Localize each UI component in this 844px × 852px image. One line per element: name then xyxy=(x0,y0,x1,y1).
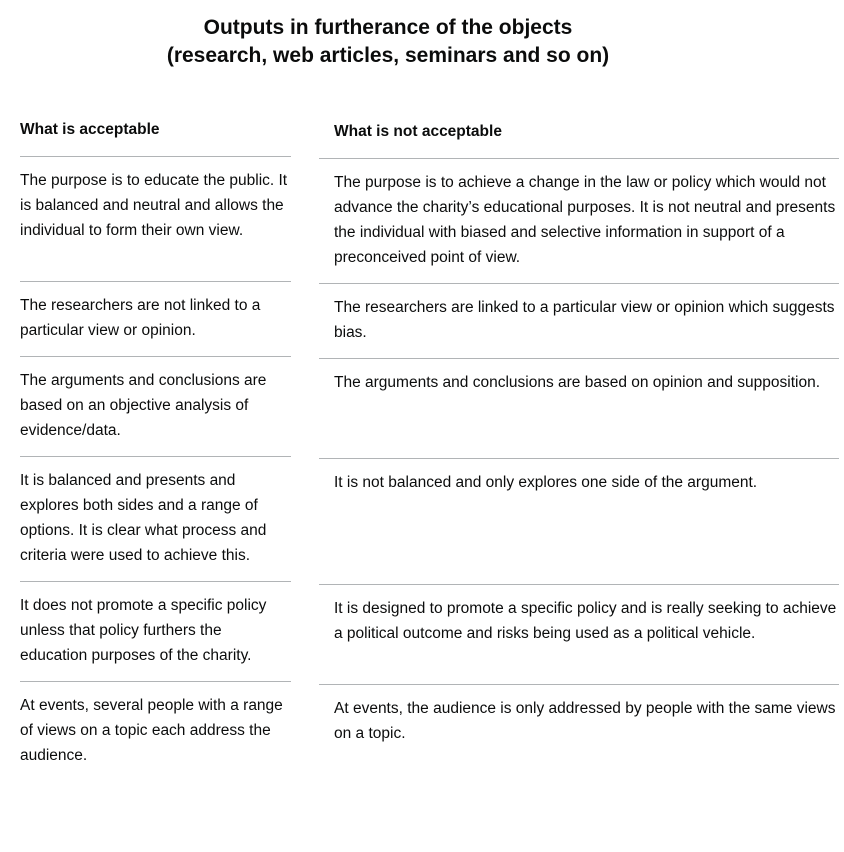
title-line-2: (research, web articles, seminars and so on) xyxy=(166,44,610,67)
acceptable-cell-3: The arguments and conclusions are based on an objective analysis of evidence/data. xyxy=(20,372,267,439)
not-acceptable-cell-4: It is not balanced and only explores one side of the argument. xyxy=(334,474,758,491)
not-acceptable-cell-1: The purpose is to achieve a change in the law or policy which would not advance the charity’s educational purposes. It is not neutral and presents the individual with biased and selective information in support of a preconceived point of view. xyxy=(334,174,836,266)
row-divider xyxy=(20,581,291,582)
row-divider xyxy=(319,358,839,359)
not-acceptable-cell-5: It is designed to promote a specific policy and is really seeking to achieve a political outcome and risks being used as a political vehicle. xyxy=(334,600,837,642)
row-divider xyxy=(319,584,839,585)
row-divider xyxy=(20,281,291,282)
row-divider xyxy=(319,283,839,284)
row-divider xyxy=(20,356,291,357)
acceptable-cell-2: The researchers are not linked to a particular view or opinion. xyxy=(20,297,261,339)
not-acceptable-header: What is not acceptable xyxy=(334,123,502,140)
acceptable-cell-6: At events, several people with a range of views on a topic each address the audience. xyxy=(20,697,283,764)
not-acceptable-cell-3: The arguments and conclusions are based on opinion and supposition. xyxy=(334,374,820,391)
row-divider xyxy=(319,458,839,459)
row-divider xyxy=(20,156,291,157)
acceptable-header: What is acceptable xyxy=(20,121,160,138)
row-divider xyxy=(319,158,839,159)
row-divider xyxy=(20,456,291,457)
title-line-1: Outputs in furtherance of the objects xyxy=(203,16,573,39)
row-divider xyxy=(319,684,839,685)
acceptable-cell-4: It is balanced and presents and explores both sides and a range of options. It is clear what process and criteria were used to achieve this. xyxy=(20,472,267,564)
row-divider xyxy=(20,681,291,682)
not-acceptable-cell-2: The researchers are linked to a particular view or opinion which suggests bias. xyxy=(334,299,835,341)
not-acceptable-cell-6: At events, the audience is only addressed by people with the same views on a topic. xyxy=(334,700,836,742)
acceptable-cell-5: It does not promote a specific policy unless that policy furthers the education purposes of the charity. xyxy=(20,597,267,664)
page-title xyxy=(0,14,776,70)
acceptable-cell-1: The purpose is to educate the public. It is balanced and neutral and allows the individual to form their own view. xyxy=(20,172,288,239)
